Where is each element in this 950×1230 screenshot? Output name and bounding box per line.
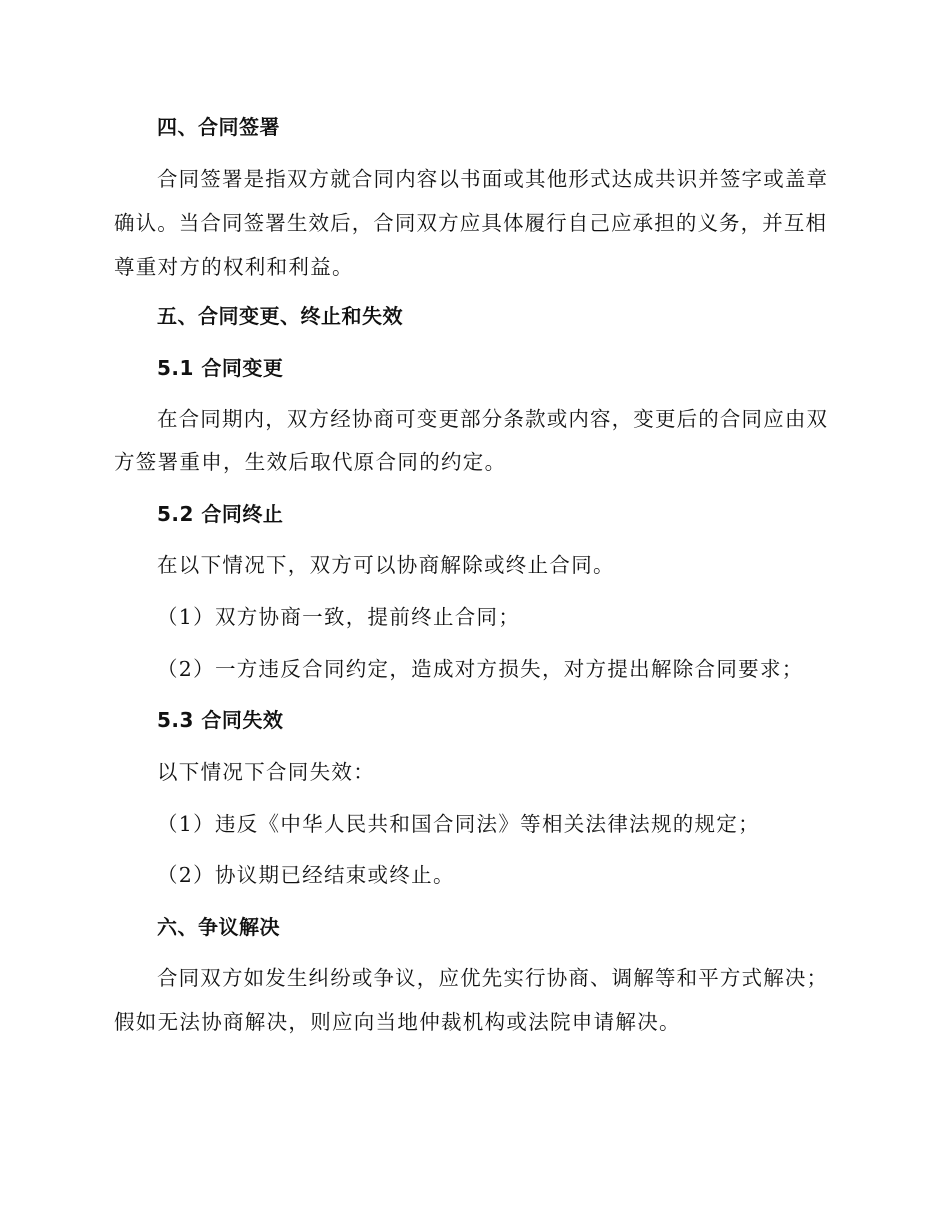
subsection-heading-5-1: 5.1 合同变更 bbox=[157, 356, 284, 380]
section-heading-5: 五、合同变更、终止和失效 bbox=[157, 304, 403, 328]
paragraph-line: 假如无法协商解决，则应向当地仲裁机构或法院申请解决。 bbox=[114, 1010, 681, 1034]
list-item: （1）双方协商一致，提前终止合同； bbox=[157, 605, 521, 629]
paragraph-line: 尊重对方的权利和利益。 bbox=[114, 255, 354, 279]
paragraph-line: 确认。当合同签署生效后，合同双方应具体履行自己应承担的义务，并互相 bbox=[114, 211, 826, 235]
subsection-heading-5-3: 5.3 合同失效 bbox=[157, 708, 284, 732]
section-heading-6: 六、争议解决 bbox=[157, 915, 280, 939]
paragraph-line: 合同签署是指双方就合同内容以书面或其他形式达成共识并签字或盖章 bbox=[157, 167, 827, 191]
paragraph-line: 在以下情况下，双方可以协商解除或终止合同。 bbox=[157, 553, 615, 577]
paragraph-line: 在合同期内，双方经协商可变更部分条款或内容，变更后的合同应由双 bbox=[157, 407, 827, 431]
list-item: （2）协议期已经结束或终止。 bbox=[157, 863, 455, 887]
subsection-heading-5-2: 5.2 合同终止 bbox=[157, 502, 284, 526]
list-item: （2）一方违反合同约定，造成对方损失，对方提出解除合同要求； bbox=[157, 657, 804, 681]
section-heading-4: 四、合同签署 bbox=[157, 115, 280, 139]
paragraph-line: 合同双方如发生纠纷或争议，应优先实行协商、调解等和平方式解决； bbox=[157, 966, 827, 990]
paragraph-line: 方签署重申，生效后取代原合同的约定。 bbox=[114, 450, 507, 474]
paragraph-line: 以下情况下合同失效： bbox=[157, 760, 375, 784]
list-item: （1）违反《中华人民共和国合同法》等相关法律法规的规定； bbox=[157, 812, 760, 836]
